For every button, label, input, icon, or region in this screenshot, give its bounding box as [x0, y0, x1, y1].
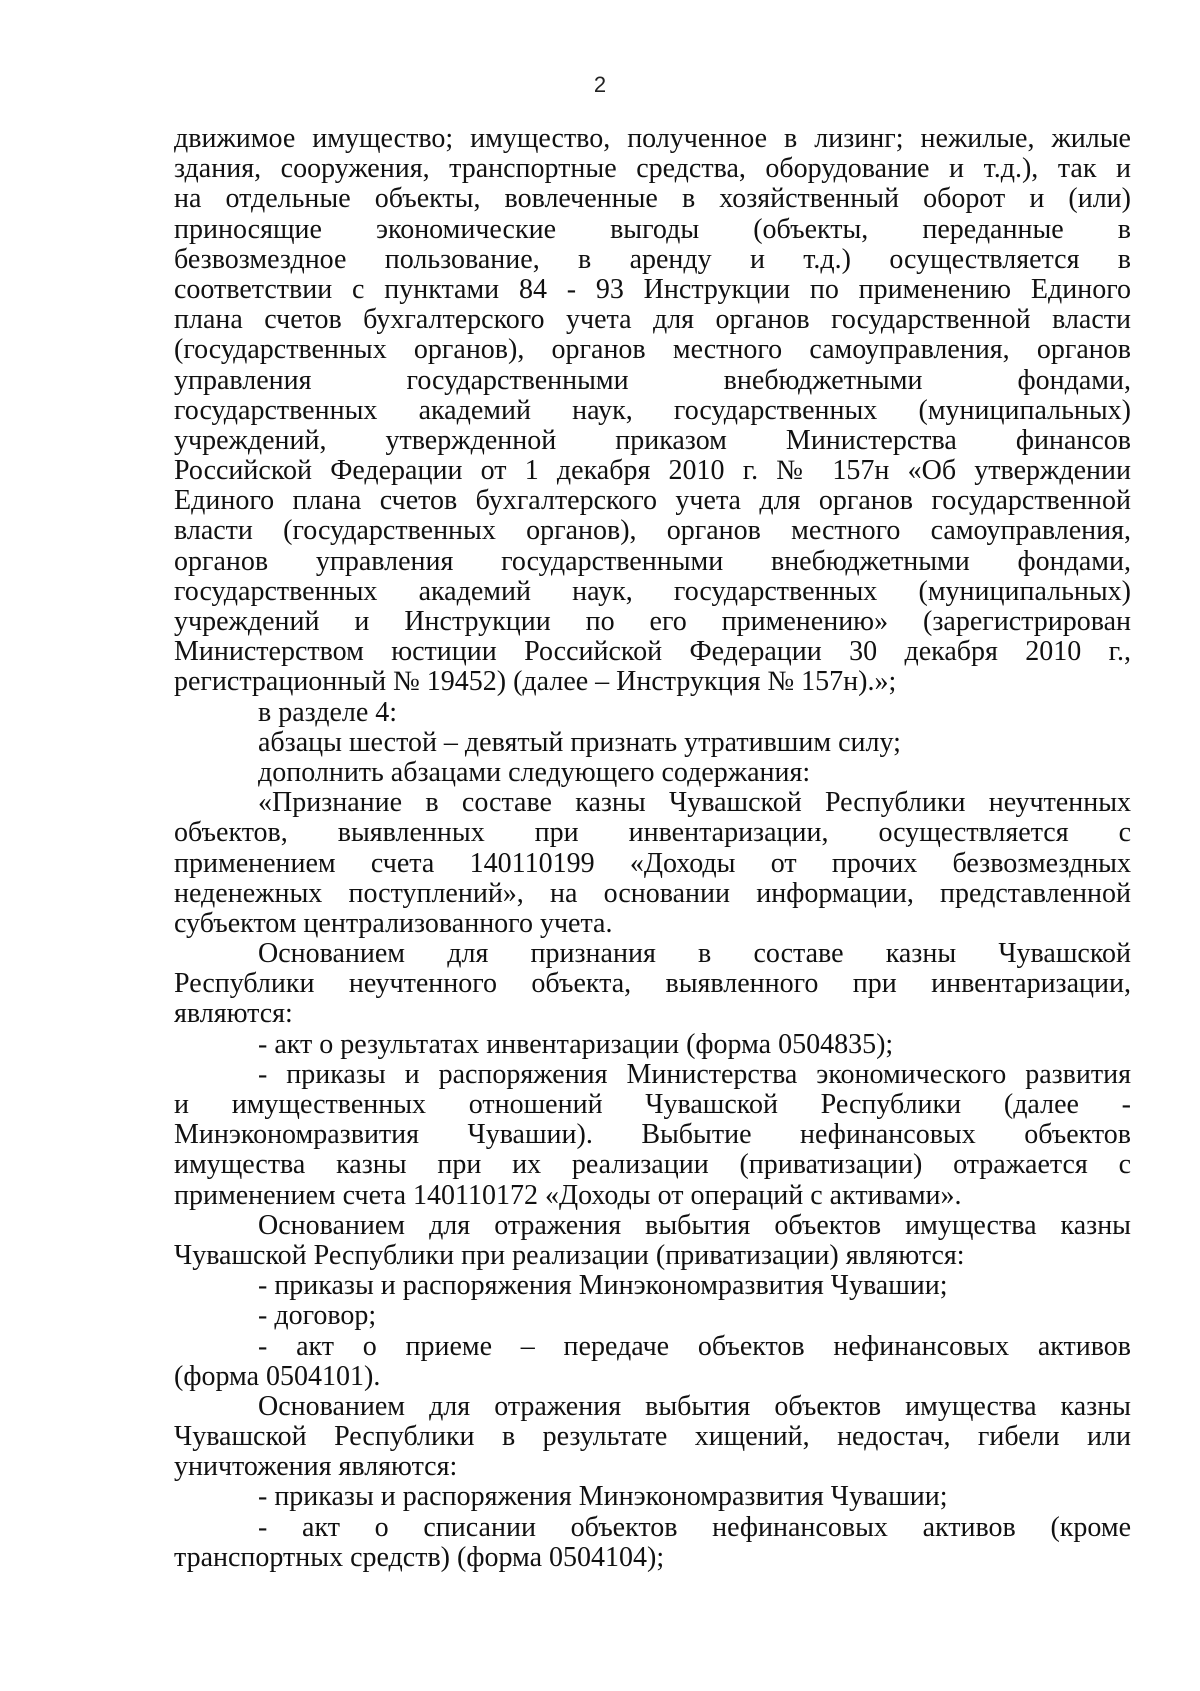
text-line: управления государственными внебюджетными фондами, — [174, 364, 1131, 396]
text-line: власти (государственных органов), органов местного самоуправления, — [174, 515, 1131, 547]
text-line: применением счета 140110172 «Доходы от операций с активами». — [174, 1179, 962, 1211]
text-line: Основанием для признания в составе казны Чувашской — [258, 938, 1131, 970]
text-line: органов управления государственными внебюджетными фондами, — [174, 545, 1131, 577]
text-line: абзацы шестой – девятый признать утратившим силу; — [258, 726, 901, 758]
text-line: учреждений и Инструкции по его применению» (зарегистрирован — [174, 606, 1131, 637]
text-line: здания, сооружения, транспортные средства, оборудование и т.д.), так и — [174, 153, 1131, 185]
text-line: дополнить абзацами следующего содержания: — [258, 756, 811, 788]
text-line: учреждений, утвержденной приказом Министерства финансов — [174, 424, 1131, 456]
text-line: Республики неучтенного объекта, выявленного при инвентаризации, — [174, 968, 1131, 1000]
text-line: в разделе 4: — [258, 696, 398, 728]
text-line: неденежных поступлений», на основании информации, представленной — [174, 877, 1131, 909]
text-line: объектов, выявленных при инвентаризации, осуществляется с — [174, 817, 1131, 849]
text-line: движимое имущество; имущество, полученное в лизинг; нежилые, жилые — [174, 123, 1131, 154]
text-line: - договор; — [258, 1300, 377, 1332]
text-line: Чувашской Республики при реализации (приватизации) являются: — [174, 1239, 965, 1271]
text-line: уничтожения являются: — [174, 1451, 458, 1483]
text-line: - приказы и распоряжения Минэкономразвития Чувашии; — [258, 1481, 948, 1513]
text-line: - приказы и распоряжения Минэкономразвития Чувашии; — [258, 1270, 948, 1302]
text-line: - приказы и распоряжения Министерства экономического развития — [258, 1058, 1131, 1090]
text-line: государственных академий наук, государственных (муниципальных) — [174, 575, 1131, 607]
text-line: имущества казны при их реализации (приватизации) отражается с — [174, 1149, 1131, 1181]
document-body — [174, 124, 1131, 1573]
text-line: (государственных органов), органов местного самоуправления, органов — [174, 334, 1131, 366]
text-line: транспортных средств) (форма 0504104); — [174, 1541, 665, 1573]
text-line: Основанием для отражения выбытия объектов имущества казны — [258, 1209, 1131, 1241]
text-line: (форма 0504101). — [174, 1360, 381, 1392]
text-line: Основанием для отражения выбытия объектов имущества казны — [258, 1390, 1131, 1422]
text-line: Единого плана счетов бухгалтерского учета для органов государственной — [174, 485, 1131, 517]
text-line: применением счета 140110199 «Доходы от прочих безвозмездных — [174, 847, 1131, 879]
text-line: на отдельные объекты, вовлеченные в хозяйственный оборот и (или) — [174, 183, 1131, 215]
text-line: государственных академий наук, государственных (муниципальных) — [174, 394, 1131, 426]
text-line: - акт о списании объектов нефинансовых активов (кроме — [258, 1511, 1131, 1543]
text-line: являются: — [174, 998, 293, 1030]
page-number: 2 — [593, 72, 607, 97]
text-line: Минэкономразвития Чувашии). Выбытие нефинансовых объектов — [174, 1119, 1131, 1151]
text-line: регистрационный № 19452) (далее – Инструкция № 157н).»; — [174, 666, 897, 698]
text-line: «Признание в составе казны Чувашской Республики неучтенных — [258, 787, 1131, 819]
text-line: соответствии с пунктами 84 - 93 Инструкции по применению Единого — [174, 273, 1131, 305]
text-line: субъектом централизованного учета. — [174, 907, 613, 939]
text-line: Чувашской Республики в результате хищений, недостач, гибели или — [174, 1421, 1131, 1453]
text-line: Российской Федерации от 1 декабря 2010 г. № 157н «Об утверждении — [174, 455, 1131, 487]
text-line: - акт о приеме – передаче объектов нефинансовых активов — [258, 1330, 1131, 1362]
text-line: и имущественных отношений Чувашской Республики (далее - — [174, 1089, 1131, 1120]
text-line: Министерством юстиции Российской Федерации 30 декабря 2010 г., — [174, 636, 1131, 668]
text-line: безвозмездное пользование, в аренду и т.д.) осуществляется в — [174, 243, 1131, 275]
text-line: плана счетов бухгалтерского учета для органов государственной власти — [174, 304, 1131, 336]
text-line: - акт о результатах инвентаризации (форма 0504835); — [258, 1028, 894, 1060]
text-line: приносящие экономические выгоды (объекты, переданные в — [174, 213, 1131, 245]
